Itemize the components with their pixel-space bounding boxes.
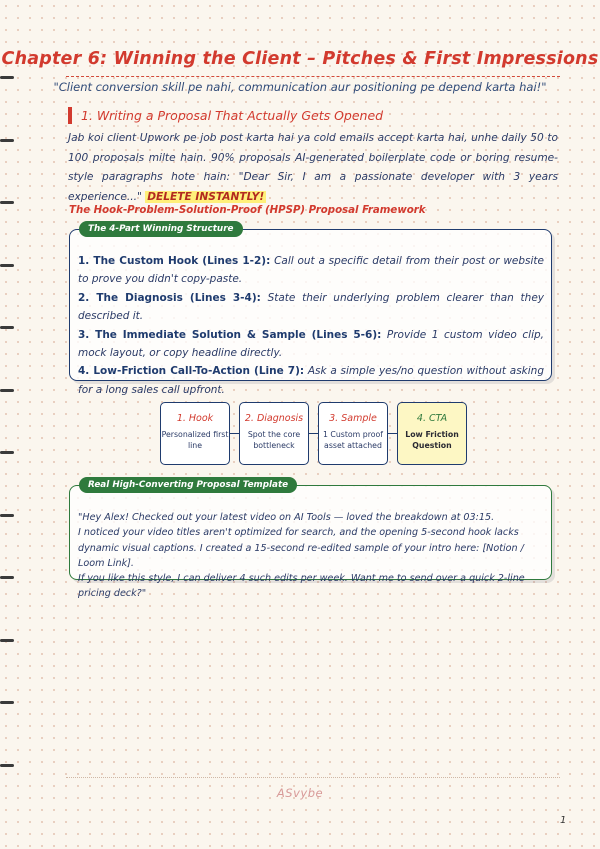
step-text: Provide 1 custom video clip, mock layout, or copy headline directly. <box>78 328 545 360</box>
binder-mark <box>0 764 14 767</box>
step-label: 3. The Immediate Solution & Sample (Lines 5-6): <box>78 328 382 341</box>
title-divider <box>66 76 560 77</box>
step-item <box>78 326 544 363</box>
template-line: "Hey Alex! Checked out your latest video on AI Tools — loved the breakdown at 03:15. <box>78 512 495 523</box>
paragraph-text: Jab koi client Upwork pe job post karta hai ya cold emails accept karta hai, unhe daily 50 to 100 proposals milte hain. 90% proposals AI-generated boilerplate code or boring resume-style paragraphs hote hain: "Dear Sir, I am a passionate developer with 3 years experience..." <box>68 132 558 203</box>
binder-mark <box>0 201 14 204</box>
binder-mark <box>0 264 14 267</box>
binder-mark <box>0 639 14 642</box>
flow-step-desc: Low Friction Question <box>405 430 459 450</box>
structure-box <box>69 224 552 396</box>
template-line: I noticed your video titles aren't optimized for search, and the opening 5-second hook lacks dynamic visual captions. I created a 15-second re-edited sample of your intro here: [Notion / Loom Link]. <box>78 527 524 569</box>
flow-step-sample <box>318 402 388 465</box>
flow-step-diagnosis <box>239 402 309 465</box>
step-item <box>78 252 544 289</box>
binder-mark <box>0 701 14 704</box>
template-box <box>69 480 552 600</box>
step-label: 1. The Custom Hook (Lines 1-2): <box>78 255 271 267</box>
flow-connector <box>388 433 397 434</box>
chapter-subtitle: "Client conversion skill pe nahi, communication aur positioning pe depend karta hai!" <box>53 80 547 94</box>
footer-brand: ASvybe <box>276 786 324 800</box>
structure-tag: The 4-Part Winning Structure <box>79 221 243 237</box>
section-paragraph <box>68 129 558 207</box>
binder-mark <box>0 576 14 579</box>
binder-mark <box>0 389 14 392</box>
flow-step-title: 4. CTA <box>416 413 448 424</box>
binder-mark <box>0 326 14 329</box>
chapter-title: Chapter 6: Winning the Client – Pitches & First Impressions <box>1 49 599 69</box>
flow-connector <box>309 433 318 434</box>
flow-step-hook <box>160 402 230 465</box>
flow-step-title: 1. Hook <box>176 413 214 424</box>
step-label: 2. The Diagnosis (Lines 3-4): <box>78 291 261 304</box>
flow-step-desc: Spot the core bottleneck <box>247 430 301 450</box>
flow-step-desc: 1 Custom proof asset attached <box>322 430 384 450</box>
template-tag: Real High-Converting Proposal Template <box>79 477 297 493</box>
template-line: If you like this style, I can deliver 4 such edits per week. Want me to send over a quick 2-line pricing deck?" <box>78 573 525 600</box>
step-item <box>78 289 544 326</box>
framework-title: The Hook-Problem-Solution-Proof (HPSP) Proposal Framework <box>69 205 426 216</box>
step-text: Ask a simple yes/no question without asking for a long sales call upfront. <box>78 365 544 396</box>
binder-mark <box>0 139 14 142</box>
flow-step-title: 2. Diagnosis <box>244 413 304 424</box>
flow-diagram <box>0 402 600 467</box>
step-item <box>78 362 544 399</box>
flow-connector <box>230 433 239 434</box>
step-text: State their underlying problem clearer than they described it. <box>78 291 544 323</box>
flow-step-title: 3. Sample <box>329 413 377 424</box>
section-heading: 1. Writing a Proposal That Actually Gets Opened <box>68 107 383 124</box>
step-text: Call out a specific detail from their post or website to prove you didn't copy-paste. <box>78 255 544 286</box>
template-text <box>78 510 544 602</box>
structure-steps <box>78 252 544 399</box>
page-number: 1 <box>560 815 567 826</box>
flow-step-cta <box>397 402 467 465</box>
flow-step-desc: Personalized first line <box>161 430 229 450</box>
footer-divider <box>66 777 560 778</box>
step-label: 4. Low-Friction Call-To-Action (Line 7): <box>78 365 305 378</box>
highlight-text: DELETE INSTANTLY! <box>147 190 265 203</box>
binder-mark <box>0 514 14 517</box>
binder-mark <box>0 76 14 79</box>
